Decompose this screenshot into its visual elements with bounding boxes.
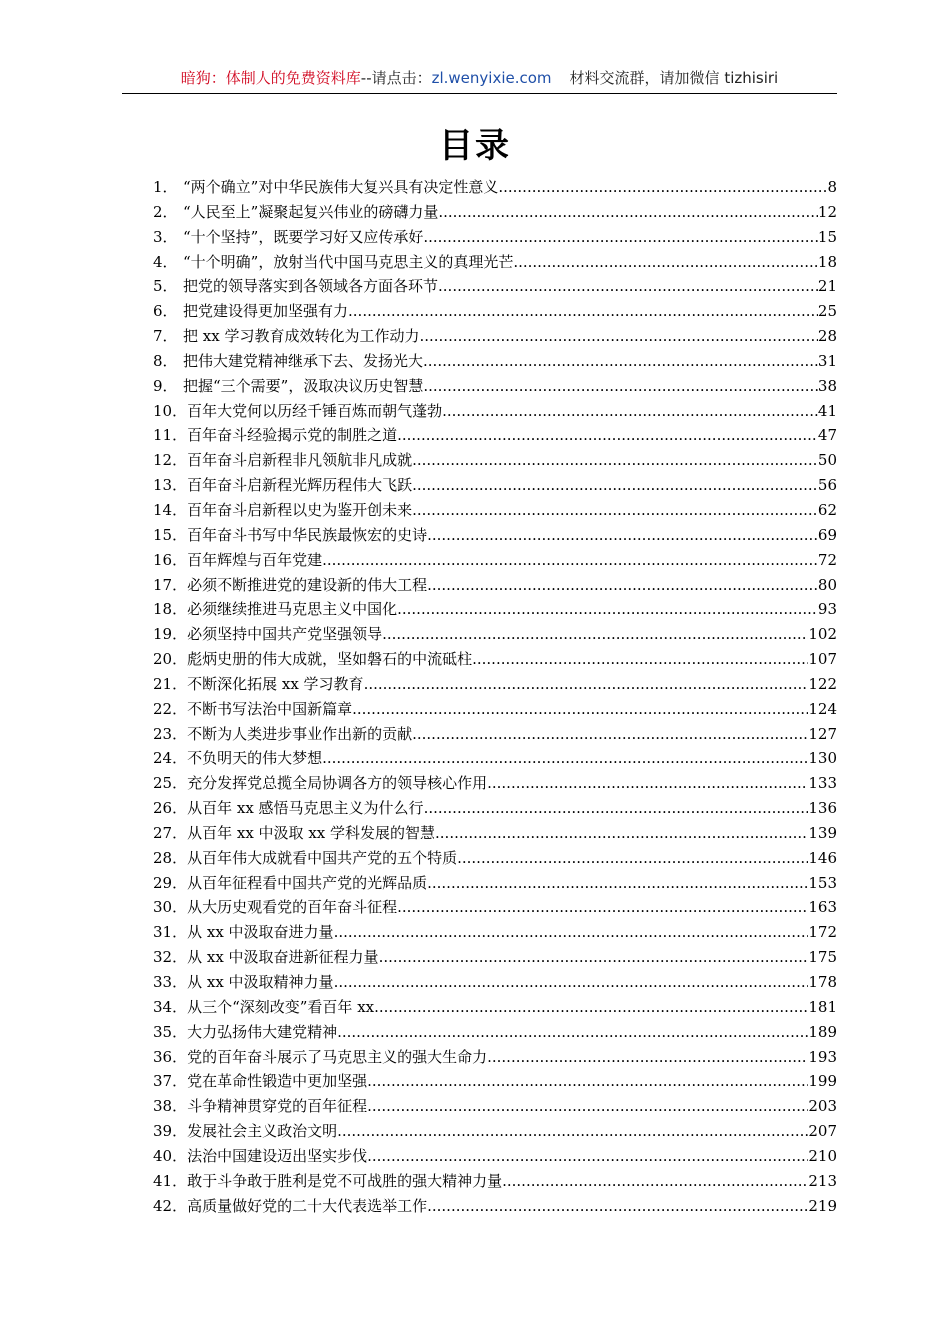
toc-entry-leader [367,1094,808,1119]
toc-entry-title: 大力弘扬伟大建党精神 [187,1022,338,1041]
toc-entry-leader [423,225,818,250]
toc-entry[interactable] [153,746,837,771]
toc-entry-title: 从大历史观看党的百年奋斗征程 [187,898,398,917]
toc-entry-page: 102 [808,625,837,644]
toc-entry-number: 7． [153,327,178,346]
toc-entry-number: 5． [153,277,178,296]
toc-entry-page: 8 [827,178,837,196]
toc-entry[interactable] [153,1119,837,1144]
toc-entry-title: 必须继续推进马克思主义中国化 [187,600,398,619]
toc-entry[interactable] [153,225,837,250]
toc-entry-page: 175 [808,948,837,967]
toc-entry-title: 从三个“深刻改变”看百年 xx [187,997,375,1016]
toc-entry-number: 34． [153,997,188,1016]
toc-entry-leader [364,672,809,697]
toc-entry-number: 31． [153,923,188,942]
toc-entry-title: 必须坚持中国共产党坚强领导 [187,625,383,644]
toc-entry-page: 172 [808,923,837,942]
toc-entry[interactable] [153,1144,837,1169]
toc-entry[interactable] [153,498,837,523]
toc-entry-page: 21 [817,277,837,296]
toc-entry-leader [337,1020,808,1045]
toc-entry-number: 38． [153,1097,188,1116]
toc-entry-page: 18 [817,252,837,271]
toc-entry-page: 127 [808,724,837,743]
toc-entry-title: 不断书写法治中国新篇章 [187,699,353,718]
toc-entry-number: 9． [153,376,178,395]
toc-entry-leader [412,722,808,747]
page-title: 目录 [439,126,511,166]
toc-entry-title: 法治中国建设迈出坚实步伐 [187,1146,368,1165]
toc-entry-title: 党在革命性锻造中更加坚强 [187,1072,368,1091]
toc-entry-leader [322,746,808,771]
toc-entry[interactable] [153,548,837,573]
toc-entry-page: 189 [808,1022,837,1041]
toc-entry-number: 11． [153,426,188,445]
toc-entry-leader [334,970,809,995]
toc-entry[interactable] [153,920,837,945]
toc-entry[interactable] [153,821,837,846]
toc-entry-number: 22． [153,699,188,718]
toc-entry[interactable] [153,573,837,598]
toc-entry-title: 必须不断推进党的建设新的伟大工程 [187,575,428,594]
toc-entry-number: 1． [153,178,178,196]
toc-entry-title: “十个明确”，放射当代中国马克思主义的真理光芒 [183,252,514,271]
toc-entry-title: “两个确立”对中华民族伟大复兴具有决定性意义 [183,178,499,196]
toc-entry-leader [438,200,818,225]
toc-entry-page: 124 [808,699,837,718]
toc-entry-title: “十个坚持”，既要学习好又应传承好 [183,227,424,246]
toc-entry-title: 百年奋斗启新程光辉历程伟大飞跃 [187,476,413,495]
toc-entry-leader [337,1119,808,1144]
toc-entry-title: 斗争精神贯穿党的百年征程 [187,1097,368,1116]
toc-entry-leader [412,498,818,523]
toc-entry-title: 把 xx 学习教育成效转化为工作动力 [183,327,420,346]
toc-entry-title: 从 xx 中汲取奋进力量 [187,923,334,942]
toc-entry-number: 39． [153,1122,188,1141]
toc-entry-leader [374,995,808,1020]
toc-entry[interactable] [153,1020,837,1045]
toc-entry-leader [379,945,809,970]
toc-entry-leader [412,448,818,473]
toc-entry-number: 40． [153,1146,188,1165]
toc-entry-title: 百年奋斗书写中华民族最恢宏的史诗 [187,525,428,544]
toc-entry-page: 41 [817,401,837,420]
toc-entry[interactable] [153,672,837,697]
toc-entry-leader [397,895,808,920]
toc-entry-leader [382,622,808,647]
toc-entry-leader [424,796,809,821]
toc-entry-title: 从百年征程看中国共产党的光辉品质 [187,873,428,892]
toc-entry-number: 4． [153,252,178,271]
toc-entry-leader [423,349,818,374]
toc-entry[interactable] [153,995,837,1020]
page-header [122,66,837,94]
toc-entry-leader [442,399,818,424]
toc-entry-page: 130 [808,749,837,768]
toc-entry-number: 32． [153,948,188,967]
toc-entry[interactable] [153,200,837,225]
toc-entry-leader [412,473,818,498]
toc-entry-title: 从百年 xx 中汲取 xx 学科发展的智慧 [187,823,436,842]
toc-entry-number: 12． [153,451,188,470]
toc-entry-number: 42． [153,1196,188,1215]
toc-entry-page: 80 [817,575,837,594]
toc-entry-leader [502,1169,808,1194]
toc-entry-number: 36． [153,1047,188,1066]
toc-entry-leader [397,597,818,622]
toc-entry-title: 百年大党何以历经千锤百炼而朝气蓬勃 [187,401,443,420]
toc-entry[interactable] [153,871,837,896]
toc-entry-leader [419,324,817,349]
toc-entry-number: 18． [153,600,188,619]
toc-entry-number: 2． [153,202,178,221]
toc-entry-leader [498,175,827,200]
toc-entry-number: 35． [153,1022,188,1041]
toc-entry-leader [367,1069,808,1094]
toc-entry-leader [322,548,818,573]
toc-entry-number: 8． [153,351,178,370]
toc-entry-number: 13． [153,476,188,495]
toc-entry-leader [348,299,818,324]
toc-entry-page: 122 [808,674,837,693]
toc-entry-leader [427,871,808,896]
toc-entry-title: 百年辉煌与百年党建 [187,550,323,569]
toc-entry[interactable] [153,771,837,796]
toc-entry-title: 充分发挥党总揽全局协调各方的领导核心作用 [187,774,488,793]
toc-entry-page: 31 [817,351,837,370]
toc-entry-leader [397,423,818,448]
toc-entry-page: 38 [817,376,837,395]
toc-entry-title: 发展社会主义政治文明 [187,1122,338,1141]
toc-entry-title: 彪炳史册的伟大成就，坚如磐石的中流砥柱 [187,650,473,669]
toc-entry-page: 199 [808,1072,837,1091]
toc-entry-number: 6． [153,302,178,321]
toc-entry-number: 3． [153,227,178,246]
toc-entry-page: 146 [808,848,837,867]
toc-entry[interactable] [153,523,837,548]
toc-entry-title: 把握“三个需要”，汲取决议历史智慧 [183,376,424,395]
toc-entry-page: 181 [808,997,837,1016]
toc-entry-title: 从百年 xx 感悟马克思主义为什么行 [187,799,424,818]
toc-entry-number: 28． [153,848,188,867]
toc-entry-title: 不断深化拓展 xx 学习教育 [187,674,364,693]
toc-entry-page: 107 [808,650,837,669]
table-of-contents [153,175,837,1218]
toc-entry-title: 把党建设得更加坚强有力 [183,302,349,321]
toc-entry-title: 高质量做好党的二十大代表选举工作 [187,1196,428,1215]
toc-entry[interactable] [153,846,837,871]
toc-entry-title: 百年奋斗经验揭示党的制胜之道 [187,426,398,445]
toc-entry-number: 21． [153,674,188,693]
toc-entry-number: 10． [153,401,188,420]
toc-entry-page: 50 [817,451,837,470]
toc-entry[interactable] [153,970,837,995]
toc-entry-page: 15 [817,227,837,246]
toc-entry-leader [367,1144,808,1169]
toc-entry-title: 百年奋斗启新程以史为鉴开创未来 [187,500,413,519]
toc-entry-leader [487,1045,808,1070]
toc-entry-page: 163 [808,898,837,917]
toc-entry-page: 153 [808,873,837,892]
toc-entry-number: 27． [153,823,188,842]
toc-entry-page: 139 [808,823,837,842]
toc-entry-number: 19． [153,625,188,644]
toc-entry-page: 203 [808,1097,837,1116]
toc-entry[interactable] [153,274,837,299]
toc-entry-number: 14． [153,500,188,519]
toc-entry[interactable] [153,945,837,970]
toc-entry[interactable] [153,473,837,498]
toc-entry-leader [427,573,818,598]
toc-entry-page: 62 [817,500,837,519]
toc-entry-leader [427,1194,808,1219]
toc-entry-page: 56 [817,476,837,495]
toc-entry-title: 从 xx 中汲取精神力量 [187,973,334,991]
toc-entry[interactable] [153,349,837,374]
toc-entry[interactable] [153,250,837,275]
toc-entry-page: 133 [808,774,837,793]
toc-entry[interactable] [153,399,837,424]
header-prompt: --请点击： [360,69,432,87]
toc-entry[interactable] [153,597,837,622]
toc-entry-page: 28 [817,327,837,346]
toc-entry-number: 24． [153,749,188,768]
toc-entry-number: 26． [153,799,188,818]
toc-entry-title: 党的百年奋斗展示了马克思主义的强大生命力 [187,1047,488,1066]
toc-entry-title: “人民至上”凝聚起复兴伟业的磅礴力量 [183,202,439,221]
toc-entry-title: 百年奋斗启新程非凡领航非凡成就 [187,451,413,470]
toc-entry[interactable] [153,374,837,399]
toc-entry-number: 23． [153,724,188,743]
toc-entry-page: 47 [817,426,837,445]
toc-entry-leader [427,523,818,548]
toc-entry-page: 219 [808,1196,837,1215]
toc-entry-page: 207 [808,1122,837,1141]
toc-entry-page: 69 [817,525,837,544]
toc-entry-page: 213 [808,1171,837,1190]
toc-entry-title: 从 xx 中汲取奋进新征程力量 [187,948,379,967]
toc-entry-title: 不断为人类进步事业作出新的贡献 [187,724,413,743]
header-url-link[interactable]: zl.wenyixie.com [431,69,552,87]
toc-entry-leader [472,647,808,672]
toc-entry[interactable] [153,796,837,821]
toc-entry-page: 72 [817,550,837,569]
toc-entry-leader [457,846,808,871]
toc-entry[interactable] [153,1045,837,1070]
toc-entry-number: 17． [153,575,188,594]
toc-entry-title: 把党的领导落实到各领域各方面各环节 [183,277,439,296]
toc-entry[interactable] [153,697,837,722]
toc-entry[interactable] [153,175,837,200]
toc-entry[interactable] [153,299,837,324]
toc-entry-leader [438,274,818,299]
toc-entry-number: 25． [153,774,188,793]
toc-entry-leader [487,771,808,796]
toc-entry[interactable] [153,622,837,647]
toc-entry[interactable] [153,1194,837,1219]
toc-entry[interactable] [153,1069,837,1094]
toc-entry-title: 不负明天的伟大梦想 [187,749,323,768]
toc-entry-number: 20． [153,650,188,669]
toc-entry-page: 210 [808,1146,837,1165]
toc-entry-title: 从百年伟大成就看中国共产党的五个特质 [187,848,458,867]
toc-entry-number: 41． [153,1171,188,1190]
toc-entry-page: 136 [808,799,837,818]
toc-entry-number: 29． [153,873,188,892]
toc-entry-number: 33． [153,973,188,991]
toc-entry[interactable] [153,324,837,349]
toc-entry-title: 把伟大建党精神继承下去、发扬光大 [183,351,424,370]
toc-entry-page: 93 [817,600,837,619]
toc-entry[interactable] [153,895,837,920]
header-wechat: 材料交流群，请加微信 tizhisiri [569,69,779,87]
toc-entry-number: 16． [153,550,188,569]
toc-entry[interactable] [153,1094,837,1119]
toc-entry-leader [423,374,818,399]
toc-entry[interactable] [153,722,837,747]
toc-entry[interactable] [153,448,837,473]
toc-entry-leader [352,697,808,722]
header-brand: 暗狗：体制人的免费资料库 [180,69,361,87]
toc-entry-page: 12 [817,202,837,221]
toc-entry-page: 25 [817,302,837,321]
toc-entry-page: 193 [808,1047,837,1066]
toc-entry[interactable] [153,647,837,672]
toc-entry-number: 37． [153,1072,188,1091]
toc-entry-number: 30． [153,898,188,917]
toc-entry-number: 15． [153,525,188,544]
toc-entry-leader [334,920,809,945]
toc-entry-leader [513,250,818,275]
toc-entry-leader [435,821,808,846]
toc-entry-page: 178 [808,973,837,991]
toc-entry[interactable] [153,423,837,448]
toc-entry[interactable] [153,1169,837,1194]
toc-entry-title: 敢于斗争敢于胜利是党不可战胜的强大精神力量 [187,1171,503,1190]
